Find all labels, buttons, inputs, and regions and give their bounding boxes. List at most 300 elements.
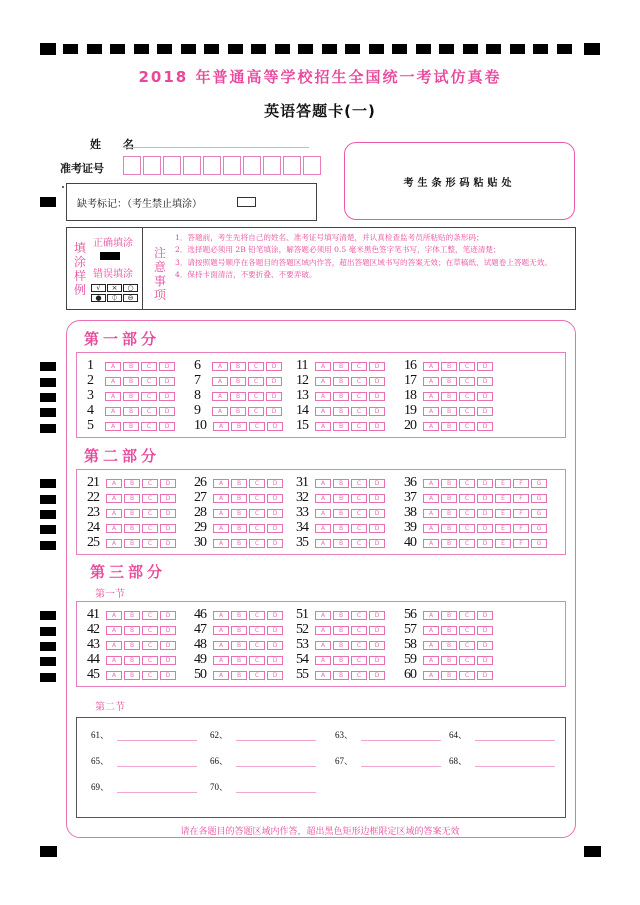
answer-bubble[interactable]: B xyxy=(123,407,139,416)
answer-bubble[interactable]: C xyxy=(459,641,475,650)
answer-bubble[interactable]: D xyxy=(477,611,493,620)
answer-bubble[interactable]: C xyxy=(351,524,367,533)
answer-bubble[interactable]: D xyxy=(369,626,385,635)
answer-bubble[interactable]: A xyxy=(423,362,439,371)
answer-bubble[interactable]: B xyxy=(333,494,349,503)
answer-bubble[interactable]: A xyxy=(423,611,439,620)
answer-bubble[interactable]: B xyxy=(231,422,247,431)
answer-bubble[interactable]: A xyxy=(423,539,439,548)
answer-bubble[interactable]: D xyxy=(267,611,283,620)
name-field[interactable] xyxy=(123,147,309,148)
answer-bubble[interactable]: B xyxy=(231,509,247,518)
answer-bubble[interactable]: B xyxy=(441,407,457,416)
question-row xyxy=(296,608,385,622)
blank-answer-line[interactable] xyxy=(117,792,197,793)
answer-bubble[interactable]: B xyxy=(333,539,349,548)
answer-bubble[interactable]: C xyxy=(351,407,367,416)
answer-bubble[interactable]: D xyxy=(266,377,282,386)
blank-answer-line[interactable] xyxy=(236,792,316,793)
answer-bubble[interactable]: C xyxy=(351,392,367,401)
answer-bubble[interactable]: A xyxy=(213,626,229,635)
answer-bubble[interactable]: B xyxy=(124,524,140,533)
answer-bubble[interactable]: B xyxy=(441,494,457,503)
answer-bubble[interactable]: D xyxy=(477,524,493,533)
answer-bubble[interactable]: A xyxy=(213,509,229,518)
answer-bubble[interactable]: A xyxy=(315,407,331,416)
answer-bubble[interactable]: B xyxy=(441,362,457,371)
answer-bubble[interactable]: C xyxy=(351,422,367,431)
answer-bubble[interactable]: D xyxy=(267,494,283,503)
answer-bubble[interactable]: B xyxy=(441,479,457,488)
question-row xyxy=(194,419,283,433)
answer-bubble[interactable]: D xyxy=(160,494,176,503)
id-digit-box[interactable] xyxy=(223,156,241,175)
timing-mark xyxy=(181,44,196,54)
answer-bubble[interactable]: C xyxy=(249,509,265,518)
answer-bubble[interactable]: B xyxy=(124,626,140,635)
id-digit-box[interactable] xyxy=(283,156,301,175)
question-row xyxy=(296,668,385,682)
answer-bubble[interactable]: C xyxy=(141,362,157,371)
answer-bubble[interactable]: D xyxy=(477,377,493,386)
answer-bubble[interactable]: B xyxy=(333,362,349,371)
answer-bubble[interactable]: A xyxy=(423,494,439,503)
answer-bubble[interactable]: B xyxy=(124,539,140,548)
blank-answer-line[interactable] xyxy=(361,740,441,741)
row-timing-mark xyxy=(40,541,56,550)
answer-bubble[interactable]: A xyxy=(315,392,331,401)
answer-bubble[interactable]: A xyxy=(315,494,331,503)
answer-bubble[interactable]: B xyxy=(441,509,457,518)
answer-bubble[interactable]: B xyxy=(441,524,457,533)
answer-bubble[interactable]: A xyxy=(423,422,439,431)
answer-bubble[interactable]: F xyxy=(513,524,529,533)
answer-bubble[interactable]: D xyxy=(477,539,493,548)
answer-bubble[interactable]: D xyxy=(266,362,282,371)
id-digit-box[interactable] xyxy=(163,156,181,175)
answer-bubble[interactable]: G xyxy=(531,524,547,533)
answer-bubble[interactable]: B xyxy=(441,377,457,386)
answer-bubble[interactable]: D xyxy=(267,626,283,635)
answer-bubble[interactable]: B xyxy=(123,392,139,401)
question-number: 7 xyxy=(194,373,200,388)
answer-bubble[interactable]: C xyxy=(459,671,475,680)
answer-bubble[interactable]: A xyxy=(315,509,331,518)
answer-bubble[interactable]: D xyxy=(266,392,282,401)
answer-bubble[interactable]: F xyxy=(513,539,529,548)
answer-bubble[interactable]: D xyxy=(369,656,385,665)
answer-bubble[interactable]: D xyxy=(266,407,282,416)
answer-bubble[interactable]: D xyxy=(267,539,283,548)
answer-bubble[interactable]: A xyxy=(423,641,439,650)
blank-answer-line[interactable] xyxy=(361,766,441,767)
answer-bubble[interactable]: E xyxy=(495,509,511,518)
answer-bubble[interactable]: E xyxy=(495,479,511,488)
answer-bubble[interactable]: D xyxy=(369,479,385,488)
answer-bubble[interactable]: A xyxy=(212,407,228,416)
answer-bubble[interactable]: A xyxy=(423,392,439,401)
answer-bubble[interactable]: A xyxy=(106,656,122,665)
answer-bubble[interactable]: C xyxy=(459,539,475,548)
answer-bubble[interactable]: B xyxy=(333,641,349,650)
answer-bubble[interactable]: C xyxy=(142,479,158,488)
answer-bubble[interactable]: B xyxy=(441,392,457,401)
answer-bubble[interactable]: B xyxy=(123,422,139,431)
blank-answer-line[interactable] xyxy=(475,740,555,741)
answer-bubble[interactable]: A xyxy=(315,626,331,635)
answer-bubble[interactable]: B xyxy=(333,611,349,620)
answer-bubble[interactable]: D xyxy=(369,422,385,431)
answer-bubble[interactable]: C xyxy=(351,362,367,371)
question-number: 55 xyxy=(296,667,308,682)
answer-bubble[interactable]: B xyxy=(333,377,349,386)
answer-bubble[interactable]: A xyxy=(423,524,439,533)
answer-bubble[interactable]: G xyxy=(531,494,547,503)
question-row xyxy=(404,389,493,403)
answer-bubble[interactable]: A xyxy=(105,377,121,386)
answer-bubble[interactable]: D xyxy=(160,641,176,650)
answer-bubble[interactable]: A xyxy=(106,539,122,548)
answer-bubble[interactable]: D xyxy=(369,641,385,650)
answer-bubble[interactable]: B xyxy=(441,641,457,650)
answer-bubble[interactable]: C xyxy=(248,362,264,371)
answer-bubble[interactable]: C xyxy=(142,539,158,548)
answer-bubble[interactable]: A xyxy=(315,539,331,548)
blank-answer-line[interactable] xyxy=(117,766,197,767)
answer-bubble[interactable]: D xyxy=(160,656,176,665)
answer-bubble[interactable]: A xyxy=(212,392,228,401)
answer-bubble[interactable]: C xyxy=(351,641,367,650)
answer-bubble[interactable]: D xyxy=(369,494,385,503)
answer-bubble[interactable]: C xyxy=(459,407,475,416)
question-number: 40 xyxy=(404,535,416,550)
answer-bubble[interactable]: C xyxy=(249,671,265,680)
answer-bubble[interactable]: D xyxy=(267,656,283,665)
answer-bubble[interactable]: A xyxy=(213,671,229,680)
answer-bubble[interactable]: C xyxy=(459,377,475,386)
answer-bubble[interactable]: C xyxy=(142,509,158,518)
answer-bubble[interactable]: C xyxy=(142,641,158,650)
id-digit-box[interactable] xyxy=(263,156,281,175)
answer-bubble[interactable]: D xyxy=(369,392,385,401)
answer-bubble[interactable]: A xyxy=(105,392,121,401)
answer-bubble[interactable]: C xyxy=(249,641,265,650)
answer-bubble[interactable]: A xyxy=(423,671,439,680)
answer-bubble[interactable]: B xyxy=(124,641,140,650)
answer-bubble[interactable]: D xyxy=(160,509,176,518)
answer-bubble[interactable]: C xyxy=(459,362,475,371)
answer-bubble[interactable]: C xyxy=(142,611,158,620)
answer-bubble[interactable]: C xyxy=(459,479,475,488)
answer-bubble[interactable]: B xyxy=(333,407,349,416)
wrong-fill-samples-row1 xyxy=(91,284,138,292)
answer-bubble[interactable]: B xyxy=(333,509,349,518)
answer-bubble[interactable]: A xyxy=(423,407,439,416)
answer-bubble[interactable]: B xyxy=(333,422,349,431)
id-digit-box[interactable] xyxy=(123,156,141,175)
answer-bubble[interactable]: D xyxy=(267,422,283,431)
id-digit-box[interactable] xyxy=(143,156,161,175)
answer-bubble[interactable]: A xyxy=(106,611,122,620)
answer-bubble[interactable]: C xyxy=(459,422,475,431)
answer-bubble[interactable]: B xyxy=(124,671,140,680)
answer-bubble[interactable]: D xyxy=(477,422,493,431)
answer-bubble[interactable]: C xyxy=(351,539,367,548)
answer-bubble[interactable]: A xyxy=(106,479,122,488)
answer-bubble[interactable]: A xyxy=(315,641,331,650)
answer-bubble[interactable]: A xyxy=(212,377,228,386)
answer-bubble[interactable]: D xyxy=(159,392,175,401)
answer-bubble[interactable]: C xyxy=(142,524,158,533)
blank-number: 63、 xyxy=(335,730,354,740)
timing-mark xyxy=(416,44,431,54)
answer-bubble[interactable]: D xyxy=(267,671,283,680)
answer-bubble[interactable]: G xyxy=(531,509,547,518)
answer-bubble[interactable]: C xyxy=(351,626,367,635)
answer-bubble[interactable]: C xyxy=(248,392,264,401)
answer-bubble[interactable]: C xyxy=(351,377,367,386)
id-digit-box[interactable] xyxy=(303,156,321,175)
answer-bubble[interactable]: G xyxy=(531,479,547,488)
timing-marks-top xyxy=(40,44,600,56)
answer-bubble[interactable]: A xyxy=(423,626,439,635)
answer-bubble[interactable]: A xyxy=(213,524,229,533)
answer-bubble[interactable]: B xyxy=(333,626,349,635)
answer-bubble[interactable]: D xyxy=(267,524,283,533)
answer-bubble[interactable]: C xyxy=(141,422,157,431)
answer-bubble[interactable]: C xyxy=(142,494,158,503)
answer-bubble[interactable]: D xyxy=(369,407,385,416)
answer-bubble[interactable]: D xyxy=(369,362,385,371)
answer-bubble[interactable]: C xyxy=(351,494,367,503)
answer-bubble[interactable]: B xyxy=(230,407,246,416)
answer-bubble[interactable]: A xyxy=(315,611,331,620)
answer-bubble[interactable]: B xyxy=(441,539,457,548)
absent-checkbox[interactable] xyxy=(237,197,256,207)
question-number: 27 xyxy=(194,490,206,505)
answer-bubble[interactable]: D xyxy=(159,407,175,416)
answer-bubble[interactable]: A xyxy=(212,362,228,371)
answer-bubble[interactable]: B xyxy=(333,656,349,665)
answer-bubble[interactable]: D xyxy=(477,656,493,665)
answer-bubble[interactable]: A xyxy=(106,641,122,650)
answer-bubble[interactable]: D xyxy=(159,362,175,371)
answer-bubble[interactable]: C xyxy=(459,494,475,503)
answer-bubble[interactable]: B xyxy=(124,494,140,503)
id-number-boxes[interactable] xyxy=(123,156,321,175)
id-digit-box[interactable] xyxy=(183,156,201,175)
answer-bubble[interactable]: B xyxy=(441,422,457,431)
answer-bubble[interactable]: C xyxy=(459,611,475,620)
answer-bubble[interactable]: B xyxy=(231,626,247,635)
answer-bubble[interactable]: A xyxy=(106,626,122,635)
answer-bubble[interactable]: A xyxy=(105,407,121,416)
answer-bubble[interactable]: A xyxy=(213,422,229,431)
answer-bubble[interactable]: A xyxy=(213,656,229,665)
answer-bubble[interactable]: B xyxy=(124,479,140,488)
answer-bubble[interactable]: C xyxy=(249,626,265,635)
answer-bubble[interactable]: D xyxy=(477,479,493,488)
answer-bubble[interactable]: D xyxy=(477,392,493,401)
answer-bubble[interactable]: C xyxy=(141,407,157,416)
answer-bubble[interactable]: C xyxy=(351,611,367,620)
answer-bubble[interactable]: B xyxy=(231,656,247,665)
answer-bubble[interactable]: C xyxy=(249,656,265,665)
answer-bubble[interactable]: A xyxy=(106,509,122,518)
answer-bubble[interactable]: B xyxy=(230,362,246,371)
answer-bubble[interactable]: A xyxy=(315,422,331,431)
answer-bubble[interactable]: C xyxy=(141,377,157,386)
question-number: 23 xyxy=(87,505,99,520)
answer-bubble[interactable]: D xyxy=(160,524,176,533)
answer-bubble[interactable]: B xyxy=(441,656,457,665)
answer-bubble[interactable]: C xyxy=(249,494,265,503)
answer-bubble[interactable]: D xyxy=(477,626,493,635)
answer-bubble[interactable]: E xyxy=(495,524,511,533)
answer-bubble[interactable]: D xyxy=(477,407,493,416)
answer-bubble[interactable]: A xyxy=(315,656,331,665)
notice-item: 2．选择题必须用 2B 铅笔填涂，解答题必须用 0.5 毫米黑色签字笔书写，字体工整，笔迹清楚； xyxy=(175,245,501,255)
answer-bubble[interactable]: B xyxy=(231,494,247,503)
answer-bubble[interactable]: D xyxy=(369,377,385,386)
answer-bubble[interactable]: C xyxy=(459,392,475,401)
answer-bubble[interactable]: B xyxy=(124,611,140,620)
wrong-fill-samples-row2 xyxy=(91,294,138,302)
answer-bubble[interactable]: C xyxy=(249,611,265,620)
answer-bubble[interactable]: A xyxy=(105,422,121,431)
question-number: 14 xyxy=(296,403,308,418)
answer-bubble[interactable]: B xyxy=(124,656,140,665)
answer-bubble[interactable]: A xyxy=(315,524,331,533)
answer-bubble[interactable]: A xyxy=(105,362,121,371)
answer-bubble[interactable]: D xyxy=(369,524,385,533)
answer-bubble[interactable]: C xyxy=(141,392,157,401)
answer-bubble[interactable]: B xyxy=(441,671,457,680)
answer-bubble[interactable]: A xyxy=(423,479,439,488)
answer-bubble[interactable]: D xyxy=(477,362,493,371)
answer-bubble[interactable]: B xyxy=(441,611,457,620)
answer-bubble[interactable]: D xyxy=(477,509,493,518)
answer-bubble[interactable]: C xyxy=(459,626,475,635)
answer-bubble[interactable]: C xyxy=(459,509,475,518)
answer-bubble[interactable]: C xyxy=(351,479,367,488)
answer-bubble[interactable]: A xyxy=(213,479,229,488)
answer-bubble[interactable]: C xyxy=(249,422,265,431)
answer-bubble[interactable]: D xyxy=(160,479,176,488)
answer-bubble[interactable]: E xyxy=(495,494,511,503)
answer-bubble[interactable]: A xyxy=(213,641,229,650)
answer-bubble[interactable]: D xyxy=(159,377,175,386)
answer-bubble[interactable]: B xyxy=(231,479,247,488)
answer-bubble[interactable]: C xyxy=(249,524,265,533)
answer-bubble[interactable]: C xyxy=(351,509,367,518)
answer-bubble[interactable]: D xyxy=(160,611,176,620)
answer-bubble[interactable]: D xyxy=(267,641,283,650)
answer-bubble[interactable]: C xyxy=(142,626,158,635)
question-number: 37 xyxy=(404,490,416,505)
id-digit-box[interactable] xyxy=(243,156,261,175)
answer-bubble[interactable]: B xyxy=(231,671,247,680)
answer-bubble[interactable]: B xyxy=(124,509,140,518)
answer-bubble[interactable]: D xyxy=(477,494,493,503)
answer-bubble[interactable]: A xyxy=(106,524,122,533)
answer-bubble[interactable]: B xyxy=(123,362,139,371)
answer-bubble[interactable]: B xyxy=(333,479,349,488)
answer-bubble[interactable]: A xyxy=(315,671,331,680)
blank-answer-line[interactable] xyxy=(117,740,197,741)
answer-bubble[interactable]: A xyxy=(213,539,229,548)
answer-bubble[interactable]: C xyxy=(142,656,158,665)
answer-bubble[interactable]: A xyxy=(106,494,122,503)
answer-bubble[interactable]: B xyxy=(333,392,349,401)
answer-bubble[interactable]: A xyxy=(213,611,229,620)
answer-bubble[interactable]: C xyxy=(351,671,367,680)
answer-bubble[interactable]: D xyxy=(159,422,175,431)
answer-bubble[interactable]: B xyxy=(123,377,139,386)
answer-bubble[interactable]: E xyxy=(495,539,511,548)
answer-bubble[interactable]: B xyxy=(230,377,246,386)
answer-bubble[interactable]: C xyxy=(351,656,367,665)
blank-answer-line[interactable] xyxy=(236,766,316,767)
answer-bubble[interactable]: F xyxy=(513,509,529,518)
answer-bubble[interactable]: B xyxy=(231,641,247,650)
answer-bubble[interactable]: A xyxy=(423,377,439,386)
answer-bubble[interactable]: C xyxy=(459,656,475,665)
answer-bubble[interactable]: D xyxy=(477,671,493,680)
answer-bubble[interactable]: A xyxy=(423,509,439,518)
answer-bubble[interactable]: B xyxy=(333,671,349,680)
answer-bubble[interactable]: B xyxy=(441,626,457,635)
answer-bubble[interactable]: G xyxy=(531,539,547,548)
answer-bubble[interactable]: C xyxy=(248,407,264,416)
answer-bubble[interactable]: D xyxy=(160,671,176,680)
answer-bubble[interactable]: C xyxy=(249,479,265,488)
answer-bubble[interactable]: D xyxy=(477,641,493,650)
id-digit-box[interactable] xyxy=(203,156,221,175)
question-number: 46 xyxy=(194,607,206,622)
answer-bubble[interactable]: C xyxy=(142,671,158,680)
answer-bubble[interactable]: D xyxy=(160,539,176,548)
answer-bubble[interactable]: F xyxy=(513,494,529,503)
answer-bubble[interactable]: C xyxy=(459,524,475,533)
answer-bubble[interactable]: D xyxy=(369,539,385,548)
answer-bubble[interactable]: D xyxy=(369,671,385,680)
answer-bubble[interactable]: D xyxy=(160,626,176,635)
blank-answer-line[interactable] xyxy=(475,766,555,767)
blank-answer-line[interactable] xyxy=(236,740,316,741)
answer-bubble[interactable]: A xyxy=(315,362,331,371)
answer-bubble[interactable]: D xyxy=(267,509,283,518)
answer-bubble[interactable]: A xyxy=(315,377,331,386)
answer-bubble[interactable]: A xyxy=(315,479,331,488)
answer-bubble[interactable]: F xyxy=(513,479,529,488)
absent-mark-box xyxy=(66,183,317,221)
answer-bubble[interactable]: C xyxy=(248,377,264,386)
answer-bubble[interactable]: B xyxy=(231,539,247,548)
answer-bubble[interactable]: A xyxy=(213,494,229,503)
answer-bubble[interactable]: B xyxy=(333,524,349,533)
answer-bubble[interactable]: B xyxy=(231,611,247,620)
answer-bubble[interactable]: A xyxy=(106,671,122,680)
answer-bubble[interactable]: D xyxy=(267,479,283,488)
answer-bubble[interactable]: D xyxy=(369,509,385,518)
answer-bubble[interactable]: B xyxy=(230,392,246,401)
answer-bubble[interactable]: C xyxy=(249,539,265,548)
question-number: 19 xyxy=(404,403,416,418)
answer-bubble[interactable]: D xyxy=(369,611,385,620)
answer-bubble[interactable]: A xyxy=(423,656,439,665)
answer-bubble[interactable]: B xyxy=(231,524,247,533)
